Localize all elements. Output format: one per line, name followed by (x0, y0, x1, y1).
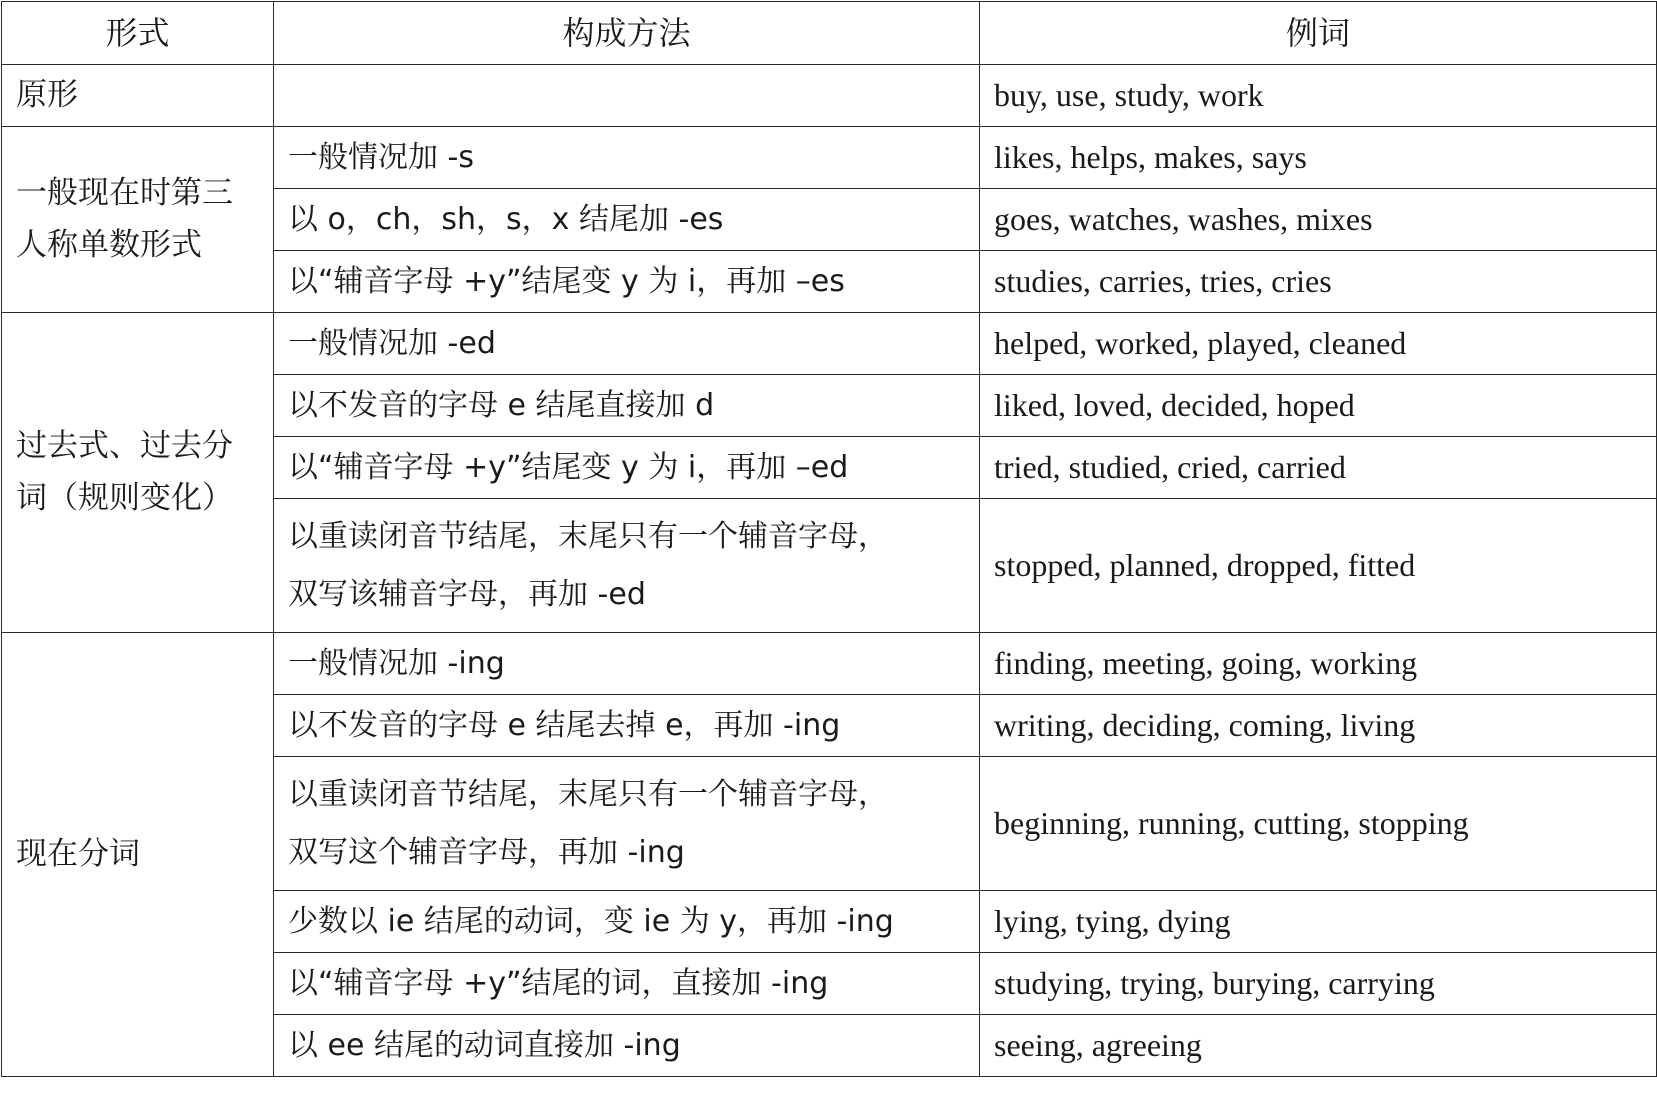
examples-cell: finding, meeting, going, working (980, 633, 1657, 695)
examples-cell: liked, loved, decided, hoped (980, 375, 1657, 437)
examples-cell: studies, carries, tries, cries (980, 251, 1657, 313)
form-present-participle: 现在分词 (2, 633, 274, 1077)
method-cell: 以“辅音字母 +y”结尾的词，直接加 -ing (274, 953, 980, 1015)
method-line-2: 双写该辅音字母，再加 -ed (288, 576, 646, 612)
method-cell (274, 65, 980, 127)
method-line-1: 以重读闭音节结尾，末尾只有一个辅音字母， (288, 776, 888, 812)
method-cell: 一般情况加 -ing (274, 633, 980, 695)
examples-cell: buy, use, study, work (980, 65, 1657, 127)
examples-cell: studying, trying, burying, carrying (980, 953, 1657, 1015)
method-cell (274, 757, 980, 891)
examples-cell: stopped, planned, dropped, fitted (980, 499, 1657, 633)
examples-cell: seeing, agreeing (980, 1015, 1657, 1077)
header-method: 构成方法 (274, 2, 980, 65)
method-cell: 少数以 ie 结尾的动词，变 ie 为 y，再加 -ing (274, 891, 980, 953)
table-row (2, 313, 1657, 375)
method-line-1: 以重读闭音节结尾，末尾只有一个辅音字母， (288, 518, 888, 554)
examples-cell: goes, watches, washes, mixes (980, 189, 1657, 251)
examples-cell: beginning, running, cutting, stopping (980, 757, 1657, 891)
header-examples: 例词 (980, 2, 1657, 65)
form-past: 过去式、过去分词（规则变化） (2, 313, 274, 633)
examples-cell: writing, deciding, coming, living (980, 695, 1657, 757)
form-third-person: 一般现在时第三人称单数形式 (2, 127, 274, 313)
examples-cell: lying, tying, dying (980, 891, 1657, 953)
table-row (2, 65, 1657, 127)
method-cell: 以“辅音字母 +y”结尾变 y 为 i，再加 –es (274, 251, 980, 313)
method-cell: 以 o，ch，sh，s，x 结尾加 -es (274, 189, 980, 251)
form-base: 原形 (2, 65, 274, 127)
method-cell: 一般情况加 -s (274, 127, 980, 189)
header-row (2, 2, 1657, 65)
method-cell (274, 499, 980, 633)
verb-forms-table (1, 1, 1657, 1077)
method-cell: 以不发音的字母 e 结尾去掉 e，再加 -ing (274, 695, 980, 757)
table-row (2, 127, 1657, 189)
method-line-2: 双写这个辅音字母，再加 -ing (288, 834, 685, 870)
examples-cell: helped, worked, played, cleaned (980, 313, 1657, 375)
method-cell: 以不发音的字母 e 结尾直接加 d (274, 375, 980, 437)
header-form: 形式 (2, 2, 274, 65)
method-cell: 一般情况加 -ed (274, 313, 980, 375)
examples-cell: likes, helps, makes, says (980, 127, 1657, 189)
method-cell: 以 ee 结尾的动词直接加 -ing (274, 1015, 980, 1077)
examples-cell: tried, studied, cried, carried (980, 437, 1657, 499)
method-cell: 以“辅音字母 +y”结尾变 y 为 i，再加 –ed (274, 437, 980, 499)
table-row (2, 633, 1657, 695)
